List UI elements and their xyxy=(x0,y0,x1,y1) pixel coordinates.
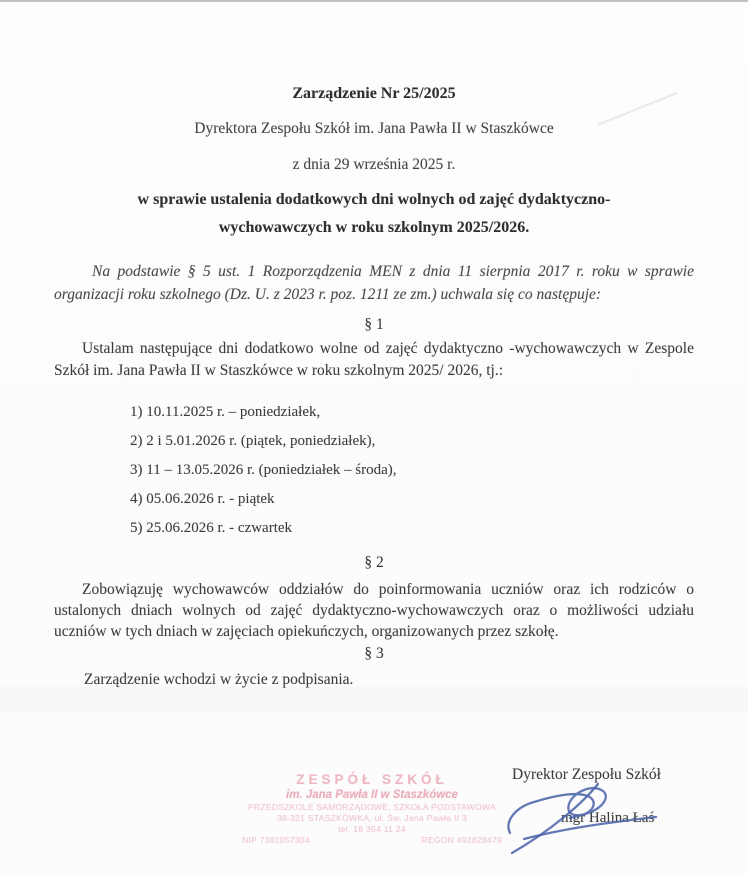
section-1-paragraph: Ustalam następujące dni dodatkowo wolne od zajęć dydaktyczno -wychowawczych w Zespole Szkół im. Jana Pawła II w Staszkówce w roku szkolnym 2025/ 2026, tj.: xyxy=(54,340,694,379)
stamp-ids-line xyxy=(234,835,510,846)
list-item: 3) 11 – 13.05.2026 r. (poniedziałek – środa), xyxy=(130,462,397,478)
document-date-line: z dnia 29 września 2025 r. xyxy=(292,156,456,173)
section-2-heading: § 2 xyxy=(364,554,384,571)
legal-basis-paragraph: Na podstawie § 5 ust. 1 Rozporządzenia MEN z dnia 11 sierpnia 2017 r. roku w sprawie organizacji roku szkolnego (Dz. U. z 2023 r. poz. 1211 ze zm.) uchwala się co następuje: xyxy=(54,263,694,303)
stamp-phone-line: tel. 18 354 11 24 xyxy=(338,824,406,834)
stamp-nip: NIP 7381057304 xyxy=(242,835,310,845)
stamp-school-name: ZESPÓŁ SZKÓŁ xyxy=(296,772,448,787)
stamp-regon: REGON 492828479 xyxy=(421,835,502,845)
section-3-heading: § 3 xyxy=(364,645,384,662)
list-item: 2) 2 i 5.01.2026 r. (piątek, poniedziałek), xyxy=(130,433,376,449)
document-subject-line: w sprawie ustalenia dodatkowych dni wolnych od zajęć dydaktyczno-wychowawczych w roku szkolnym 2025/2026. xyxy=(137,191,611,236)
stamp-address-line: 38-321 STASZKÓWKA, ul. Św. Jana Pawła II 3 xyxy=(276,813,468,823)
free-days-list xyxy=(54,398,694,543)
section-1-heading: § 1 xyxy=(364,316,384,333)
section-2-paragraph: Zobowiązuję wychowawców oddziałów do poinformowania uczniów oraz ich rodziców o ustalonych dniach wolnych od zajęć dydaktyczno-wychowawczych oraz o możliwości udziału uczniów w tych dniach w zajęciach opiekuńczych, organizowanych przez szkołę. xyxy=(54,581,694,640)
section-3-paragraph: Zarządzenie wchodzi w życie z podpisania. xyxy=(84,671,354,688)
school-rubber-stamp xyxy=(234,771,510,846)
stamp-units-line: PRZEDSZKOLE SAMORZĄDOWE, SZKOŁA PODSTAWOWA xyxy=(248,802,496,812)
signature-role-line: Dyrektor Zespołu Szkół xyxy=(512,766,661,783)
list-item: 4) 05.06.2026 r. - piątek xyxy=(130,491,275,507)
list-item: 1) 10.11.2025 r. – poniedziałek, xyxy=(130,404,321,420)
document-title: Zarządzenie Nr 25/2025 xyxy=(292,85,456,102)
document-body xyxy=(54,0,694,691)
signature-name-line: mgr Halina Łaś xyxy=(561,810,655,826)
stamp-patron-line: im. Jana Pawła II w Staszkówce xyxy=(286,789,458,801)
document-issuer-line: Dyrektora Zespołu Szkół im. Jana Pawła II w Staszkówce xyxy=(194,120,554,137)
list-item: 5) 25.06.2026 r. - czwartek xyxy=(130,520,293,536)
